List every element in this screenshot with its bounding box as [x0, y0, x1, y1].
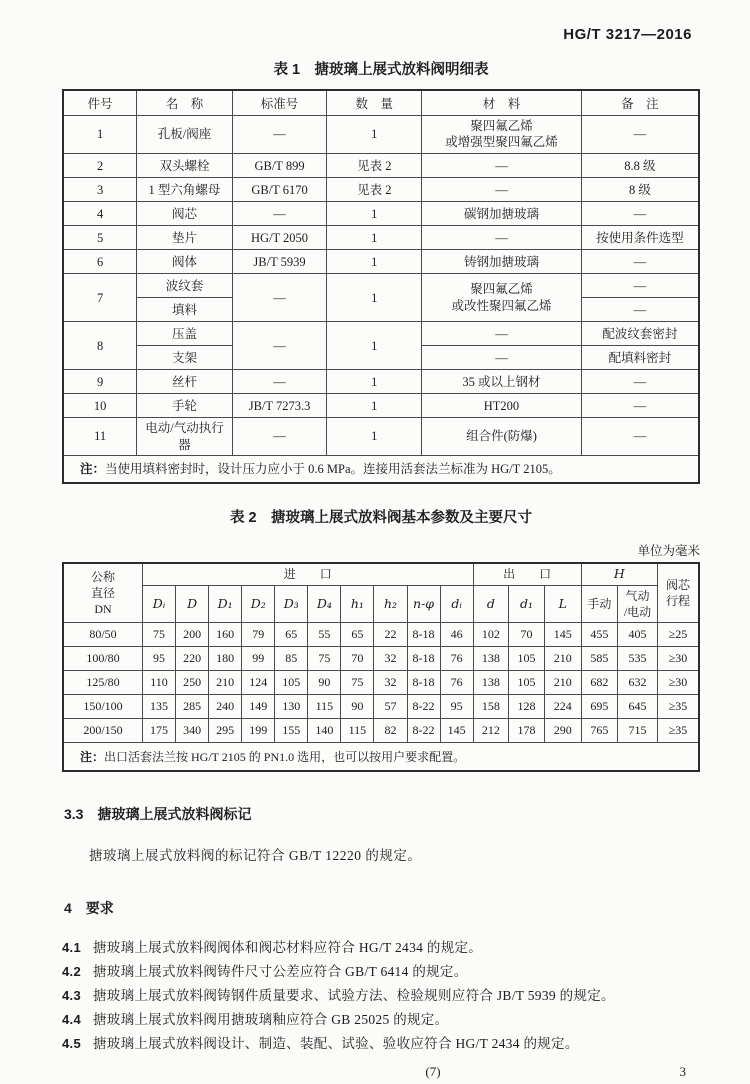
cell: 145 [544, 623, 581, 647]
cell: 160 [209, 623, 242, 647]
cell: 8-22 [407, 695, 440, 719]
material-line: 或改性聚四氟乙烯 [451, 298, 552, 313]
note-text: 出口活套法兰按 HG/T 2105 的 PN1.0 选用，也可以按用户要求配置。 [104, 750, 466, 765]
cell-remark: — [581, 202, 699, 226]
requirements-list [62, 936, 700, 1056]
col-header-di: dᵢ [440, 585, 473, 622]
col-header-d1: d₁ [509, 585, 545, 622]
requirement-4-3 [62, 984, 700, 1008]
page-footer [62, 1064, 700, 1084]
clause-number: 4.1 [62, 940, 81, 956]
clause-number: 4.5 [62, 1036, 81, 1052]
cell: 65 [341, 623, 374, 647]
table2-dimensions [62, 562, 700, 772]
group-header-h: H [581, 563, 657, 585]
cell-qty: 1 [327, 202, 422, 226]
cell: 285 [176, 695, 209, 719]
cell: 76 [440, 647, 473, 671]
cell: 75 [143, 623, 176, 647]
clause-number: 3.3 [64, 806, 84, 823]
cell: 155 [275, 719, 308, 743]
cell-item-no: 10 [63, 394, 137, 418]
cell: 212 [473, 719, 509, 743]
cell-name: 填料 [137, 298, 232, 322]
cell: 90 [341, 695, 374, 719]
table2-header-row-vars [63, 585, 699, 622]
cell: 250 [176, 671, 209, 695]
cell: 145 [440, 719, 473, 743]
cell: 240 [209, 695, 242, 719]
cell-remark: 8.8 级 [581, 154, 699, 178]
cell-material: 组合件(防爆) [422, 418, 582, 456]
cell: 8-18 [407, 647, 440, 671]
table-row [63, 274, 699, 298]
cell: 585 [581, 647, 617, 671]
cell-remark: — [581, 115, 699, 154]
cell: 75 [308, 647, 341, 671]
cell: 765 [581, 719, 617, 743]
cell: 70 [341, 647, 374, 671]
cell: 158 [473, 695, 509, 719]
cell-stroke: ≥30 [658, 647, 699, 671]
cell: 46 [440, 623, 473, 647]
cell: 135 [143, 695, 176, 719]
col-header-dn [63, 563, 143, 623]
col-header-D3: D₃ [275, 585, 308, 622]
cell-standard: GB/T 899 [232, 154, 327, 178]
cell: 178 [509, 719, 545, 743]
cell: 32 [374, 647, 407, 671]
table1-title: 表 1 搪玻璃上展式放料阀明细表 [273, 62, 489, 78]
cell-qty: 见表 2 [327, 178, 422, 202]
section-3-3-body: 搪玻璃上展式放料阀的标记符合 GB/T 12220 的规定。 [89, 848, 422, 864]
cell-name: 丝杆 [137, 370, 232, 394]
cell-material: — [422, 346, 582, 370]
cell-material: — [422, 322, 582, 346]
cell-name: 手轮 [137, 394, 232, 418]
page-number: 3 [679, 1064, 686, 1080]
cell-item-no: 6 [63, 250, 137, 274]
table-row [63, 250, 699, 274]
table-row [63, 226, 699, 250]
cell: 199 [242, 719, 275, 743]
standard-number: HG/T 3217—2016 [563, 26, 692, 43]
col-header-item-no: 件号 [63, 90, 137, 115]
clause-text: 搪玻璃上展式放料阀设计、制造、装配、试验、验收应符合 HG/T 2434 的规定。 [92, 1036, 579, 1052]
cell-dn: 125/80 [63, 671, 143, 695]
cell-material: — [422, 154, 582, 178]
cell-dn: 80/50 [63, 623, 143, 647]
cell-remark: — [581, 370, 699, 394]
cell: 224 [544, 695, 581, 719]
col-header-D1: D₁ [209, 585, 242, 622]
col-header-pneumatic [617, 585, 657, 622]
cell: 57 [374, 695, 407, 719]
stroke-line: 阀芯 [666, 577, 691, 592]
cell: 220 [176, 647, 209, 671]
cell-remark: 8 级 [581, 178, 699, 202]
table-row [63, 115, 699, 154]
note-label: 注： [80, 461, 106, 476]
requirement-4-4 [62, 1008, 700, 1032]
table2-title: 表 2 搪玻璃上展式放料阀基本参数及主要尺寸 [229, 510, 533, 526]
cell: 105 [509, 671, 545, 695]
cell-dn: 100/80 [63, 647, 143, 671]
dn-line: DN [94, 602, 112, 617]
cell: 124 [242, 671, 275, 695]
cell-remark: — [581, 274, 699, 298]
cell-material: 35 或以上钢材 [422, 370, 582, 394]
table-row [63, 671, 699, 695]
cell-remark: — [581, 418, 699, 456]
col-header-h1: h₁ [341, 585, 374, 622]
table-row [63, 202, 699, 226]
cell-standard: — [232, 370, 327, 394]
cell: 95 [440, 695, 473, 719]
cell-item-no: 2 [63, 154, 137, 178]
cell-qty: 1 [327, 370, 422, 394]
col-header-manual: 手动 [581, 585, 617, 622]
clause-number: 4.2 [62, 964, 81, 980]
cell: 115 [341, 719, 374, 743]
cell-material [422, 274, 582, 322]
cell: 715 [617, 719, 657, 743]
cell: 79 [242, 623, 275, 647]
col-header-standard: 标准号 [232, 90, 327, 115]
cell-qty: 1 [327, 226, 422, 250]
cell-material: 铸钢加搪玻璃 [422, 250, 582, 274]
cell-remark: 配填料密封 [581, 346, 699, 370]
table-row [63, 370, 699, 394]
cell-item-no: 8 [63, 322, 137, 370]
pneumatic-line: 气动 [625, 588, 650, 603]
requirement-4-2 [62, 960, 700, 984]
col-header-Di: Dᵢ [143, 585, 176, 622]
cell: 82 [374, 719, 407, 743]
dn-line: 公称 [90, 569, 115, 584]
cell: 140 [308, 719, 341, 743]
cell: 455 [581, 623, 617, 647]
cell-name: 孔板/阀座 [137, 115, 232, 154]
table-row [63, 394, 699, 418]
cell: 105 [275, 671, 308, 695]
cell-standard: — [232, 115, 327, 154]
cell-item-no: 11 [63, 418, 137, 456]
cell: 85 [275, 647, 308, 671]
cell: 632 [617, 671, 657, 695]
cell-name: 1 型六角螺母 [137, 178, 232, 202]
cell-stroke: ≥25 [658, 623, 699, 647]
table-row [63, 719, 699, 743]
cell-name: 压盖 [137, 322, 232, 346]
table1-parts-list [62, 89, 700, 484]
cell-name: 阀芯 [137, 202, 232, 226]
cell: 32 [374, 671, 407, 695]
cell-standard: JB/T 7273.3 [232, 394, 327, 418]
cell-qty: 1 [327, 322, 422, 370]
cell: 102 [473, 623, 509, 647]
col-header-remark: 备 注 [581, 90, 699, 115]
cell-item-no: 5 [63, 226, 137, 250]
cell-name: 双头螺栓 [137, 154, 232, 178]
cell: 295 [209, 719, 242, 743]
footer-section-number: (7) [425, 1064, 441, 1080]
cell: 175 [143, 719, 176, 743]
clause-number: 4.3 [62, 988, 81, 1004]
cell-stroke: ≥35 [658, 695, 699, 719]
cell-name: 垫片 [137, 226, 232, 250]
col-header-d: d [473, 585, 509, 622]
col-header-stroke [658, 563, 699, 623]
cell: 645 [617, 695, 657, 719]
col-header-L: L [544, 585, 581, 622]
cell: 340 [176, 719, 209, 743]
cell-item-no: 9 [63, 370, 137, 394]
cell: 682 [581, 671, 617, 695]
cell-stroke: ≥35 [658, 719, 699, 743]
cell-material: — [422, 226, 582, 250]
clause-title: 搪玻璃上展式放料阀标记 [97, 806, 252, 823]
material-line: 聚四氟乙烯 [470, 281, 533, 296]
cell-item-no: 1 [63, 115, 137, 154]
col-header-n-phi: n-φ [407, 585, 440, 622]
material-line: 聚四氟乙烯 [470, 118, 533, 133]
cell: 8-18 [407, 671, 440, 695]
cell-standard: GB/T 6170 [232, 178, 327, 202]
cell-remark: 按使用条件选型 [581, 226, 699, 250]
stroke-line: 行程 [666, 594, 691, 609]
group-header-inlet: 进 口 [143, 563, 474, 585]
col-header-D4: D₄ [308, 585, 341, 622]
col-header-h2: h₂ [374, 585, 407, 622]
cell: 130 [275, 695, 308, 719]
cell-dn: 150/100 [63, 695, 143, 719]
table-row [63, 695, 699, 719]
group-header-outlet: 出 口 [473, 563, 581, 585]
cell: 405 [617, 623, 657, 647]
cell-material: 碳钢加搪玻璃 [422, 202, 582, 226]
cell-name: 阀体 [137, 250, 232, 274]
cell-qty: 1 [327, 394, 422, 418]
clause-text: 搪玻璃上展式放料阀铸钢件质量要求、试验方法、检验规则应符合 JB/T 5939 的规定。 [92, 988, 615, 1004]
cell: 138 [473, 671, 509, 695]
cell: 8-18 [407, 623, 440, 647]
cell: 290 [544, 719, 581, 743]
cell: 75 [341, 671, 374, 695]
table-row [63, 322, 699, 346]
section-3-3-heading [64, 804, 700, 824]
cell: 105 [509, 647, 545, 671]
cell: 99 [242, 647, 275, 671]
cell: 55 [308, 623, 341, 647]
cell: 70 [509, 623, 545, 647]
cell: 149 [242, 695, 275, 719]
cell-qty: 1 [327, 115, 422, 154]
cell: 695 [581, 695, 617, 719]
cell-standard: JB/T 5939 [232, 250, 327, 274]
cell-item-no: 4 [63, 202, 137, 226]
cell: 95 [143, 647, 176, 671]
col-header-D2: D₂ [242, 585, 275, 622]
requirement-4-1 [62, 936, 700, 960]
cell: 90 [308, 671, 341, 695]
clause-text: 搪玻璃上展式放料阀用搪玻璃釉应符合 GB 25025 的规定。 [92, 1012, 449, 1028]
cell: 180 [209, 647, 242, 671]
clause-title: 要求 [85, 900, 114, 917]
cell-qty: 1 [327, 418, 422, 456]
table-row [63, 418, 699, 456]
cell-standard: — [232, 418, 327, 456]
cell: 110 [143, 671, 176, 695]
cell: 8-22 [407, 719, 440, 743]
table2-header-row-groups [63, 563, 699, 585]
cell-qty: 1 [327, 274, 422, 322]
unit-label: 单位为毫米 [637, 544, 700, 558]
cell: 65 [275, 623, 308, 647]
material-line: 或增强型聚四氟乙烯 [445, 135, 558, 150]
table1-note-row [63, 455, 699, 483]
cell: 200 [176, 623, 209, 647]
table1-header-row [63, 90, 699, 115]
note-text: 当使用填料密封时，设计压力应小于 0.6 MPa。连接用活套法兰标准为 HG/T 2105。 [105, 461, 561, 476]
cell-remark: — [581, 250, 699, 274]
cell-standard: — [232, 274, 327, 322]
clause-number: 4 [64, 900, 72, 917]
cell-standard: — [232, 202, 327, 226]
table-row [63, 623, 699, 647]
table-row [63, 154, 699, 178]
cell-qty: 见表 2 [327, 154, 422, 178]
cell: 115 [308, 695, 341, 719]
clause-number: 4.4 [62, 1012, 81, 1028]
col-header-material: 材 料 [422, 90, 582, 115]
cell-name: 支架 [137, 346, 232, 370]
section-4-heading [64, 898, 700, 918]
table-row [63, 647, 699, 671]
dn-line: 直径 [90, 586, 115, 601]
table1-note [63, 455, 699, 483]
cell-material: HT200 [422, 394, 582, 418]
requirement-4-5 [62, 1032, 700, 1056]
cell: 210 [209, 671, 242, 695]
col-header-qty: 数 量 [327, 90, 422, 115]
col-header-name: 名 称 [137, 90, 232, 115]
cell-name: 电动/气动执行器 [137, 418, 232, 456]
cell-remark: — [581, 394, 699, 418]
table2-note-row [63, 743, 699, 772]
table-row [63, 178, 699, 202]
cell-dn: 200/150 [63, 719, 143, 743]
cell-qty: 1 [327, 250, 422, 274]
cell-stroke: ≥30 [658, 671, 699, 695]
cell-standard: HG/T 2050 [232, 226, 327, 250]
cell: 128 [509, 695, 545, 719]
cell-standard: — [232, 322, 327, 370]
cell-material [422, 115, 582, 154]
cell-material: — [422, 178, 582, 202]
cell: 138 [473, 647, 509, 671]
cell-item-no: 3 [63, 178, 137, 202]
note-label: 注： [80, 750, 105, 765]
cell: 76 [440, 671, 473, 695]
cell-item-no: 7 [63, 274, 137, 322]
pneumatic-line: /电动 [623, 605, 652, 620]
table2-note [63, 743, 699, 772]
cell: 210 [544, 671, 581, 695]
col-header-D: D [176, 585, 209, 622]
cell: 535 [617, 647, 657, 671]
cell-name: 波纹套 [137, 274, 232, 298]
cell: 210 [544, 647, 581, 671]
clause-text: 搪玻璃上展式放料阀阀体和阀芯材料应符合 HG/T 2434 的规定。 [92, 940, 483, 956]
cell-remark: — [581, 298, 699, 322]
cell: 22 [374, 623, 407, 647]
cell-remark: 配波纹套密封 [581, 322, 699, 346]
clause-text: 搪玻璃上展式放料阀铸件尺寸公差应符合 GB/T 6414 的规定。 [92, 964, 468, 980]
